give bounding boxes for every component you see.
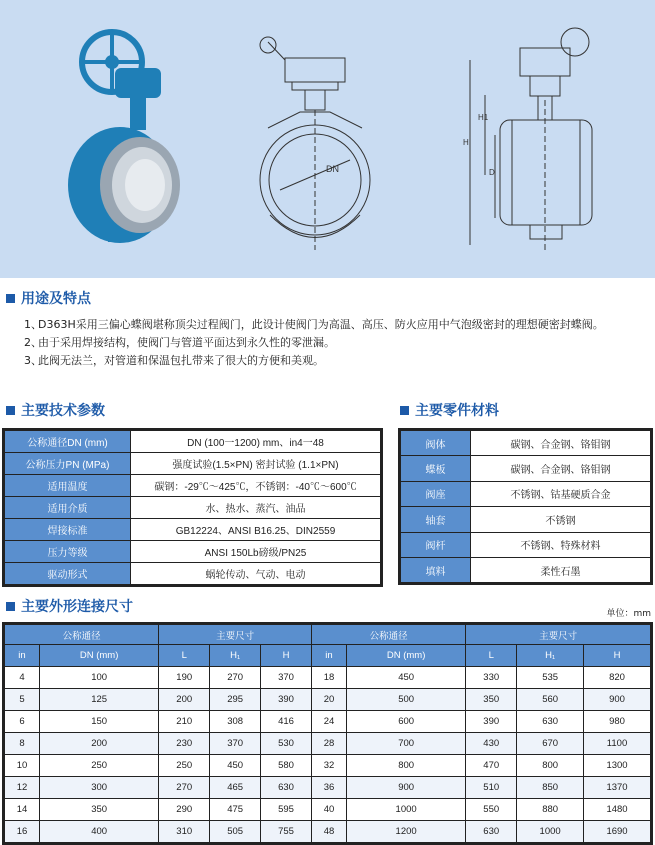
table-cell: 6 [5,711,40,733]
table-cell: 330 [466,667,517,689]
feature-text: 由于采用焊接结构，使阀门与管道平面达到永久性的零泄漏。 [38,336,335,349]
table-row [5,563,381,585]
param-key: 焊接标准 [5,519,131,541]
table-cell: 200 [39,733,158,755]
dims-table-frame [2,622,653,845]
dims-table-body [5,667,651,843]
table-row [5,799,651,821]
table-cell: 670 [517,733,584,755]
table-cell: 1000 [517,821,584,843]
param-value: DN (100一1200) mm、in4一48 [131,431,381,453]
table-cell: 100 [39,667,158,689]
table-row [5,453,381,475]
square-bullet-icon [6,406,15,415]
table-cell: 250 [159,755,210,777]
table-cell: 18 [312,667,347,689]
col-group-size: 主要尺寸 [159,625,312,645]
table-cell: 295 [210,689,261,711]
col-header: in [312,645,347,667]
unit-note: 单位：mm [606,609,651,619]
table-cell: 4 [5,667,40,689]
table-cell: 270 [210,667,261,689]
dn-label: DN [326,164,339,174]
table-cell: 125 [39,689,158,711]
table-cell: 820 [584,667,651,689]
table-cell: 390 [466,711,517,733]
param-value: 强度试验(1.5×PN) 密封试验 (1.1×PN) [131,453,381,475]
table-cell: 12 [5,777,40,799]
table-cell: 450 [346,667,465,689]
table-cell: 1000 [346,799,465,821]
valve-drawings [0,0,655,278]
table-cell: 1480 [584,799,651,821]
table-cell: 1690 [584,821,651,843]
feature-item [24,316,649,334]
materials-heading-text: 主要零件材料 [415,403,499,419]
table-row [5,821,651,843]
dims-heading-text: 主要外形连接尺寸 [21,599,133,615]
material-value: 碳钢、合金钢、铬钼钢 [471,431,651,456]
col-group-nominal: 公称通径 [5,625,159,645]
material-part: 阀体 [401,431,471,456]
table-row [401,481,651,506]
square-bullet-icon [400,406,409,415]
feature-number: 3、 [24,354,42,367]
params-heading [6,400,105,420]
table-cell: 430 [466,733,517,755]
table-cell: 1200 [346,821,465,843]
table-cell: 1300 [584,755,651,777]
table-row [5,519,381,541]
param-key: 公称压力PN (MPa) [5,453,131,475]
table-row [5,541,381,563]
features-heading [6,288,91,308]
table-cell: 1370 [584,777,651,799]
features-list [24,316,649,370]
table-cell: 880 [517,799,584,821]
table-cell: 5 [5,689,40,711]
table-cell: 48 [312,821,347,843]
table-cell: 300 [39,777,158,799]
table-cell: 36 [312,777,347,799]
table-cell: 755 [261,821,312,843]
table-cell: 400 [39,821,158,843]
material-part: 填料 [401,557,471,582]
feature-number: 1、 [24,318,42,331]
table-row [5,711,651,733]
table-cell: 1100 [584,733,651,755]
table-cell: 630 [466,821,517,843]
table-row [5,497,381,519]
col-header: DN (mm) [346,645,465,667]
table-cell: 32 [312,755,347,777]
table-cell: 8 [5,733,40,755]
table-cell: 250 [39,755,158,777]
col-header: H₁ [517,645,584,667]
material-value: 不锈钢、钴基硬质合金 [471,481,651,506]
table-row [401,532,651,557]
col-header: H [584,645,651,667]
table-cell: 270 [159,777,210,799]
table-header-row [5,645,651,667]
table-cell: 600 [346,711,465,733]
table-cell: 465 [210,777,261,799]
col-group-size: 主要尺寸 [466,625,651,645]
param-key: 公称通径DN (mm) [5,431,131,453]
table-cell: 580 [261,755,312,777]
h1-label: H1 [478,113,489,122]
table-cell: 500 [346,689,465,711]
col-header: L [466,645,517,667]
table-cell: 10 [5,755,40,777]
param-key: 适用介质 [5,497,131,519]
table-cell: 416 [261,711,312,733]
materials-table-frame [398,428,653,585]
table-cell: 210 [159,711,210,733]
table-cell: 20 [312,689,347,711]
table-cell: 800 [346,755,465,777]
table-cell: 470 [466,755,517,777]
table-row [5,777,651,799]
col-header: H₁ [210,645,261,667]
table-cell: 535 [517,667,584,689]
col-group-nominal: 公称通径 [312,625,466,645]
table-cell: 150 [39,711,158,733]
table-cell: 28 [312,733,347,755]
table-cell: 510 [466,777,517,799]
col-header: in [5,645,40,667]
feature-text: D363H采用三偏心蝶阀堪称顶尖过程阀门，此设计使阀门为高温、高压、防火应用中气泡级密封的理想硬密封蝶阀。 [38,318,604,331]
param-key: 适用温度 [5,475,131,497]
table-row [5,667,651,689]
param-value: ANSI 150Lb磅级/PN25 [131,541,381,563]
param-key: 压力等级 [5,541,131,563]
table-cell: 200 [159,689,210,711]
square-bullet-icon [6,602,15,611]
params-heading-text: 主要技术参数 [21,403,105,419]
table-row [5,755,651,777]
table-cell: 450 [210,755,261,777]
param-value: 蜗轮传动、气动、电动 [131,563,381,585]
dims-table [4,624,651,843]
feature-number: 2、 [24,336,42,349]
table-cell: 370 [261,667,312,689]
material-value: 柔性石墨 [471,557,651,582]
table-cell: 560 [517,689,584,711]
table-cell: 900 [346,777,465,799]
dims-heading [6,596,133,616]
table-cell: 310 [159,821,210,843]
table-row [5,689,651,711]
table-cell: 980 [584,711,651,733]
table-cell: 850 [517,777,584,799]
materials-heading [400,400,499,420]
feature-item [24,352,649,370]
col-header: L [159,645,210,667]
material-part: 轴套 [401,507,471,532]
features-heading-text: 用途及特点 [21,291,91,307]
table-row [401,431,651,456]
table-cell: 350 [39,799,158,821]
table-cell: 475 [210,799,261,821]
feature-item [24,334,649,352]
params-table [4,430,381,585]
table-cell: 595 [261,799,312,821]
col-header: DN (mm) [39,645,158,667]
material-value: 碳钢、合金钢、铬钼钢 [471,456,651,481]
param-value: 碳钢：-29℃～425℃，不锈钢：-40℃～600℃ [131,475,381,497]
table-cell: 24 [312,711,347,733]
table-cell: 550 [466,799,517,821]
table-cell: 630 [261,777,312,799]
table-row [401,507,651,532]
table-cell: 230 [159,733,210,755]
material-value: 不锈钢 [471,507,651,532]
materials-table [400,430,651,583]
table-row [5,475,381,497]
table-cell: 390 [261,689,312,711]
d-label: D [489,168,495,177]
valve-photo [68,32,180,243]
table-cell: 14 [5,799,40,821]
col-header: H [261,645,312,667]
table-cell: 800 [517,755,584,777]
table-cell: 900 [584,689,651,711]
table-header-row [5,625,651,645]
table-cell: 290 [159,799,210,821]
table-row [5,431,381,453]
material-value: 不锈钢、特殊材料 [471,532,651,557]
params-table-frame [2,428,383,587]
side-elevation-drawing [463,28,592,250]
material-part: 阀座 [401,481,471,506]
front-elevation-drawing [260,37,370,250]
square-bullet-icon [6,294,15,303]
material-part: 阀杆 [401,532,471,557]
param-key: 驱动形式 [5,563,131,585]
param-value: GB12224、ANSI B16.25、DIN2559 [131,519,381,541]
param-value: 水、热水、蒸汽、油品 [131,497,381,519]
product-illustration-panel [0,0,655,278]
table-cell: 370 [210,733,261,755]
table-cell: 630 [517,711,584,733]
table-cell: 190 [159,667,210,689]
material-part: 蝶板 [401,456,471,481]
table-cell: 505 [210,821,261,843]
table-row [401,456,651,481]
feature-text: 此阀无法兰，对管道和保温包扎带来了很大的方便和美观。 [38,354,324,367]
table-cell: 308 [210,711,261,733]
table-row [401,557,651,582]
table-cell: 16 [5,821,40,843]
table-cell: 40 [312,799,347,821]
table-cell: 530 [261,733,312,755]
h-label: H [463,138,469,147]
table-cell: 350 [466,689,517,711]
table-cell: 700 [346,733,465,755]
table-row [5,733,651,755]
